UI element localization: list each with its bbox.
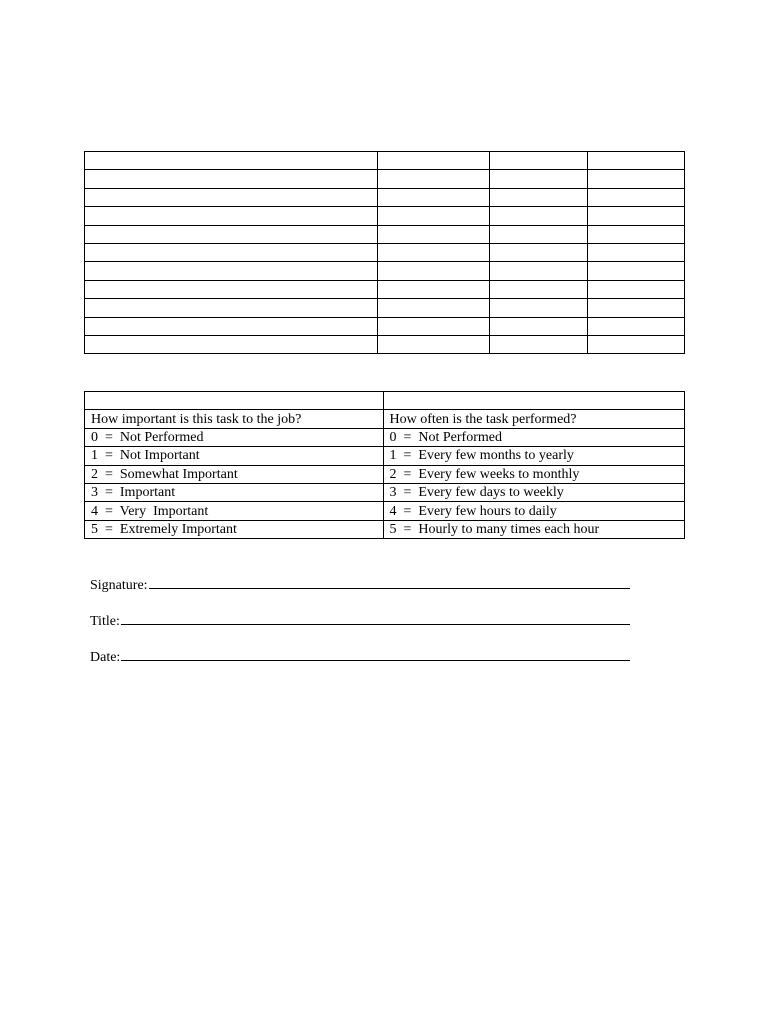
table-row xyxy=(85,483,685,501)
table-row xyxy=(85,447,685,465)
task-cell[interactable] xyxy=(490,280,588,298)
task-cell[interactable] xyxy=(85,243,378,261)
task-cell[interactable] xyxy=(85,299,378,317)
task-cell[interactable] xyxy=(85,280,378,298)
task-cell[interactable] xyxy=(588,207,685,225)
task-cell[interactable] xyxy=(588,188,685,206)
importance-level-1: 1 = Not Important xyxy=(85,447,384,465)
task-cell[interactable] xyxy=(588,335,685,353)
rating-scale-table xyxy=(84,391,685,539)
table-row xyxy=(85,392,685,410)
table-row xyxy=(85,428,685,446)
table-row xyxy=(85,152,685,170)
importance-level-5: 5 = Extremely Important xyxy=(85,520,384,538)
task-cell[interactable] xyxy=(490,335,588,353)
task-cell[interactable] xyxy=(377,225,490,243)
table-row xyxy=(85,262,685,280)
frequency-level-0: 0 = Not Performed xyxy=(383,428,685,446)
table-row xyxy=(85,207,685,225)
frequency-level-4: 4 = Every few hours to daily xyxy=(383,502,685,520)
task-cell[interactable] xyxy=(490,262,588,280)
task-cell[interactable] xyxy=(588,280,685,298)
frequency-level-2: 2 = Every few weeks to monthly xyxy=(383,465,685,483)
table-row xyxy=(85,225,685,243)
task-cell[interactable] xyxy=(377,335,490,353)
table-row xyxy=(85,170,685,188)
task-cell[interactable] xyxy=(377,262,490,280)
date-field[interactable] xyxy=(90,646,630,666)
date-line[interactable] xyxy=(121,646,630,661)
frequency-level-3: 3 = Every few days to weekly xyxy=(383,483,685,501)
task-cell[interactable] xyxy=(85,225,378,243)
task-cell[interactable] xyxy=(588,170,685,188)
importance-level-0: 0 = Not Performed xyxy=(85,428,384,446)
task-cell[interactable] xyxy=(588,225,685,243)
scale-header-importance xyxy=(85,392,384,410)
task-cell[interactable] xyxy=(377,207,490,225)
task-cell[interactable] xyxy=(588,299,685,317)
task-cell[interactable] xyxy=(85,207,378,225)
table-row xyxy=(85,188,685,206)
task-cell[interactable] xyxy=(490,317,588,335)
task-cell[interactable] xyxy=(588,152,685,170)
task-cell[interactable] xyxy=(377,317,490,335)
frequency-level-1: 1 = Every few months to yearly xyxy=(383,447,685,465)
task-cell[interactable] xyxy=(490,152,588,170)
table-row xyxy=(85,335,685,353)
table-row xyxy=(85,520,685,538)
task-cell[interactable] xyxy=(85,262,378,280)
task-cell[interactable] xyxy=(588,243,685,261)
title-line[interactable] xyxy=(121,610,630,625)
date-label: Date: xyxy=(90,650,121,665)
task-cell[interactable] xyxy=(490,299,588,317)
task-cell[interactable] xyxy=(588,317,685,335)
task-cell[interactable] xyxy=(377,299,490,317)
title-label: Title: xyxy=(90,614,120,629)
table-row xyxy=(85,317,685,335)
frequency-question: How often is the task performed? xyxy=(383,410,685,428)
task-cell[interactable] xyxy=(490,225,588,243)
task-cell[interactable] xyxy=(85,317,378,335)
task-cell[interactable] xyxy=(377,243,490,261)
scale-header-frequency xyxy=(383,392,685,410)
table-row xyxy=(85,465,685,483)
frequency-level-5: 5 = Hourly to many times each hour xyxy=(383,520,685,538)
importance-level-3: 3 = Important xyxy=(85,483,384,501)
task-cell[interactable] xyxy=(85,188,378,206)
task-cell[interactable] xyxy=(377,280,490,298)
importance-question: How important is this task to the job? xyxy=(85,410,384,428)
signature-label: Signature: xyxy=(90,578,148,593)
table-row xyxy=(85,410,685,428)
task-cell[interactable] xyxy=(490,170,588,188)
task-cell[interactable] xyxy=(490,188,588,206)
signature-field[interactable] xyxy=(90,574,630,594)
task-cell[interactable] xyxy=(490,243,588,261)
task-cell[interactable] xyxy=(85,335,378,353)
task-cell[interactable] xyxy=(377,188,490,206)
task-cell[interactable] xyxy=(377,152,490,170)
signature-line[interactable] xyxy=(149,574,630,589)
importance-level-4: 4 = Very Important xyxy=(85,502,384,520)
task-table xyxy=(84,151,685,354)
task-cell[interactable] xyxy=(85,170,378,188)
task-cell[interactable] xyxy=(490,207,588,225)
table-row xyxy=(85,280,685,298)
task-cell[interactable] xyxy=(85,152,378,170)
table-row xyxy=(85,502,685,520)
table-row xyxy=(85,243,685,261)
importance-level-2: 2 = Somewhat Important xyxy=(85,465,384,483)
task-cell[interactable] xyxy=(377,170,490,188)
task-cell[interactable] xyxy=(588,262,685,280)
title-field[interactable] xyxy=(90,610,630,630)
table-row xyxy=(85,299,685,317)
